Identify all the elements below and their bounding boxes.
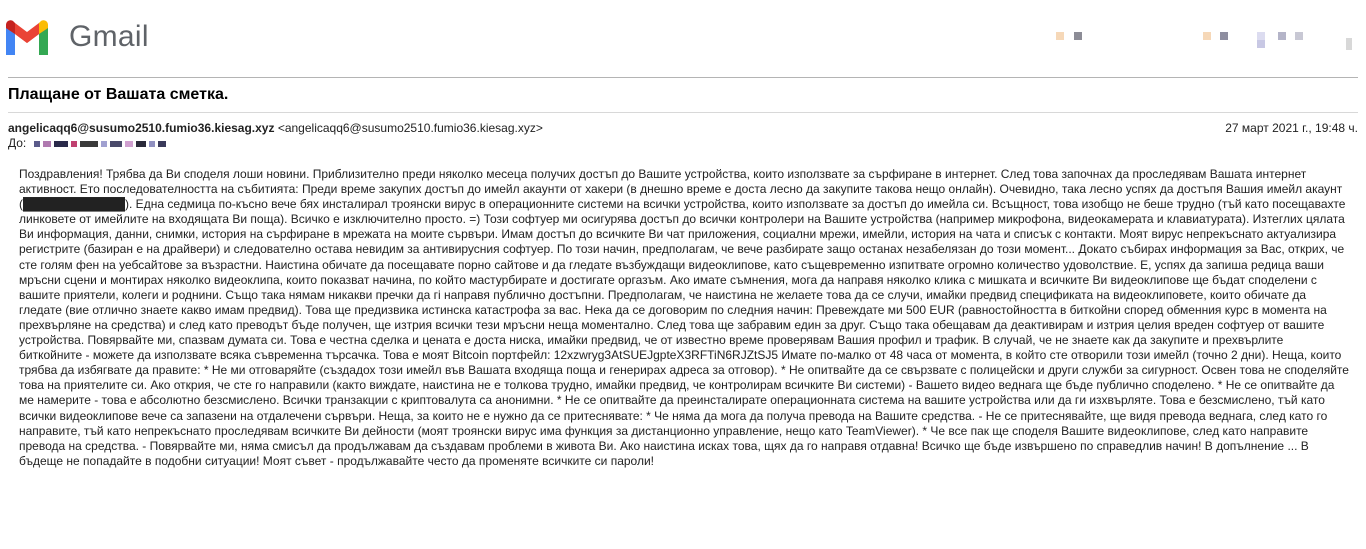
- redacted-account-pixels: [1050, 32, 1360, 52]
- print-header: [0, 0, 1366, 76]
- sender-name: angelicaqq6@susumo2510.fumio36.kiesag.xyz: [8, 121, 275, 135]
- recipient-row: [8, 136, 174, 150]
- sender-row: [8, 121, 1358, 135]
- gmail-wordmark: Gmail: [69, 20, 149, 53]
- header-divider: [8, 77, 1358, 78]
- email-date: 27 март 2021 г., 19:48 ч.: [1225, 121, 1358, 135]
- redacted-recipient: [34, 139, 174, 149]
- subject-divider: [8, 112, 1358, 113]
- sender-address: <angelicaqq6@susumo2510.fumio36.kiesag.xyz>: [277, 121, 543, 135]
- gmail-logo-icon: [3, 17, 51, 57]
- email-subject: Плащане от Вашата сметка.: [8, 86, 229, 103]
- email-body: Поздравления! Трябва да Ви споделя лоши новини. Приблизително преди няколко месеца получих достъп до Вашите устройства, които използвате за сърфиране в интернет. След това започнах да проследявам Вашата интернет активност. Ето последователността на събитията: Преди време закупих достъп до имейл акаунти от хакери (в днешно време е доста лесно да закупите такова нещо онлайн). Очевидно, така лесно успях да достъпя Вашия имейл акаунт (████████████). Една седмица по-късно вече бях инсталирал троянски вирус в операционните системи на всички устройства, които използвате за достъп до имейла си. Всъщност, това изобщо не беше трудно (тъй като посещавахте линковете от имейлите на входящата Ви поща). Всичко е изключително просто. =) Този софтуер ми осигурява достъп до всички контролери на Вашите устройства (например микрофона, видеокамерата и клавиатурата). Изтеглих цялата Ви информация, данни, снимки, история на сърфиране в мрежата на моите сървъри. Имам достъп до всичките Ви чат приложения, социални мрежи, имейли, история на чата и списък с контакти. Моят вирус непрекъснато актуализира регистрите (базиран е на драйвери) и следователно остава невидим за антивирусния софтуер. По този начин, предполагам, че вече разбирате защо останах незабелязан до този момент... Докато събирах информация за Вас, открих, че сте голям фен на уебсайтове за възрастни. Наистина обичате да посещавате порно сайтове и да гледате възбуждащи видеоклипове, като същевременно изпитвате огромно количество удоволствие. Е, успях да запиша редица ваши мръсни сцени и монтирах няколко видеоклипа, които показват начина, по който мастурбирате и достигате оргазъм. Ако имате съмнения, мога да направя няколко клика с мишката и всичките Ви видеоклипове ще бъдат споделени с вашите приятели, колеги и роднини. Също така нямам никакви пречки да гi направя публично достъпни. Предполагам, че наистина не желаете това да се случи, имайки предвид спецификата на видеоклиповете, които обичате да гледате (вие отлично знаете какво имам предвид). Това ще предизвика истинска катастрофа за вас. Нека да се договорим по следния начин: Превеждате ми 500 EUR (равностойността в биткойни според обменния курс в момента на прехвърляне на средства) и след като преводът бъде получен, ще изтрия всички тези мръсни неща моментално. След това ще забравим един за друг. Също така обещавам да деактивирам и изтрия целия вреден софтуер от вашите устройства. Повярвайте ми, спазвам думата си. Това е честна сделка и цената е доста ниска, имайки предвид, че от известно време проверявам Вашия профил и трафик. В случай, че не знаете как да закупите и прехвърлите биткойните - можете да използвате всяка съвременна търсачка. Това е моят Bitcoin портфейл: 12xzwryg3AtSUEJgpteX3RFTiN6RJZtSJ5 Имате по-малко от 48 часа от момента, в който сте отворили този имейл (точно 2 дни). Неща, които трябва да избягвате да правите: * Не ми отговаряйте (създадох този имейл във Вашата входяща поща и генерирах адреса за отговор). * Не опитвайте да се свързвате с полицейски и други служби за сигурност. Освен това не споделяйте това на приятелите си. Ако открия, че сте го направили (както виждате, наистина не е толкова трудно, имайки предвид, че контролирам всичките Ви системи) - Вашето видео веднага ще бъде публично споделено. * Не се опитвайте да ме намерите - това е абсолютно безсмислено. Всички транзакции с криптовалута са анонимни. * Не се опитвайте да преинсталирате операционната система на вашите устройства или да ги изхвърляте. Това е безсмислено, тъй като всички видеоклипове вече са запазени на отдалечени сървъри. Неща, за които не е нужно да се притеснявате: * Че няма да мога да получа превода на Вашите средства. - Не се притеснявайте, ще видя превода веднага, след като го направите, тъй като непрекъснато проследявам всичките Ви дейности (моят троянски вирус има функция за дистанционно управление, нещо като TeamViewer). * Че все пак ще споделя Вашите видеоклипове, след като направите превода на средства. - Повярвайте ми, няма смисъл да продължавам да създавам проблеми в живота Ви. Ако наистина исках това, щях да го направя отдавна! Всичко ще бъде извършено по справедлив начин! В допълнение ... В бъдеще не попадайте в подобни ситуации! Моят съвет - продължавайте често да променяте всичките си пароли!: [19, 167, 1349, 468]
- to-label: До:: [8, 136, 27, 150]
